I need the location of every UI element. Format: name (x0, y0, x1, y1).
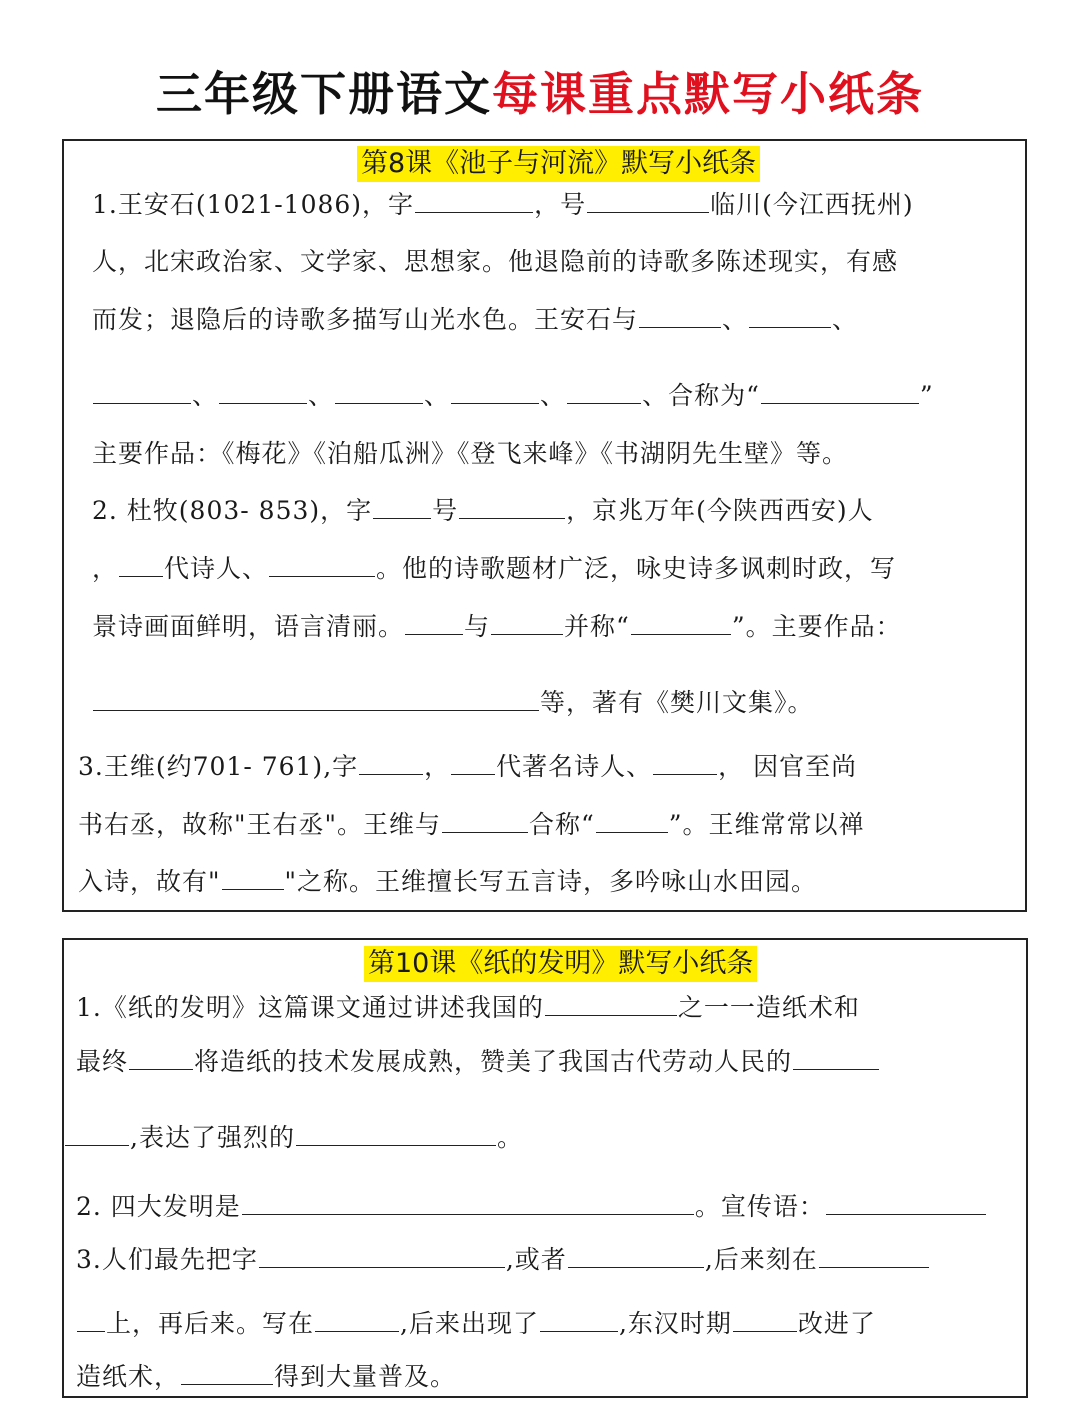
title-red-part: 每课重点默写小纸条 (492, 67, 924, 121)
l8-q1-line4: 、 、 、 、 、合称为“ ” (92, 379, 934, 413)
blank[interactable] (222, 865, 284, 890)
blank[interactable] (65, 1121, 129, 1146)
blank[interactable] (242, 1190, 694, 1215)
title-black-part: 三年级下册语文 (156, 67, 492, 121)
blank[interactable] (181, 1360, 273, 1385)
l10-q1-line2: 最终 将造纸的技术发展成熟，赞美了我国古代劳动人民的 (76, 1045, 880, 1079)
blank[interactable] (373, 494, 431, 519)
l10-q3-line1: 3.人们最先把字 ,或者 ,后来刻在 (76, 1243, 930, 1277)
blank[interactable] (335, 379, 423, 404)
l10-q3-line2: 上，再后来。写在 ,后来出现了 ,东汉时期 改进了 (76, 1307, 876, 1341)
l8-q1-line3: 而发；退隐后的诗歌多描写山光水色。王安石与 、 、 (92, 305, 859, 334)
l8-q3-line1: 3.王维(约701- 761),字 ， 代著名诗人、 ， 因官至尚 (78, 752, 858, 781)
blank[interactable] (405, 610, 463, 635)
blank[interactable] (77, 1307, 105, 1332)
l8-q2-line4: 等，著有《樊川文集》。 (92, 686, 814, 720)
blank[interactable] (567, 379, 641, 404)
blank[interactable] (442, 808, 528, 833)
blank[interactable] (269, 552, 375, 577)
blank[interactable] (491, 610, 563, 635)
l8-q1-line1: 1.王安石(1021-1086)，字 ，号 临川(今江西抚州) (92, 190, 914, 219)
blank[interactable] (631, 610, 731, 635)
blank[interactable] (540, 1307, 618, 1332)
blank[interactable] (219, 379, 307, 404)
blank[interactable] (639, 303, 721, 328)
blank[interactable] (761, 379, 919, 404)
blank[interactable] (545, 991, 677, 1016)
l8-q3-line3: 入诗，故有" "之称。王维擅长写五言诗，多吟咏山水田园。 (78, 867, 818, 896)
blank[interactable] (826, 1190, 986, 1215)
l10-q3-line3: 造纸术， 得到大量普及。 (76, 1362, 457, 1391)
blank[interactable] (451, 379, 539, 404)
l8-q3-line2: 书右丞，故称"王右丞"。王维与 合称“ ”。王维常常以禅 (78, 810, 865, 839)
l8-q1-line2: 人，北宋政治家、文学家、思想家。他退隐前的诗歌多陈述现实，有感 (92, 247, 899, 276)
blank[interactable] (459, 494, 565, 519)
blank[interactable] (359, 750, 423, 775)
blank[interactable] (119, 552, 163, 577)
blank[interactable] (93, 379, 191, 404)
blank[interactable] (315, 1307, 399, 1332)
blank[interactable] (653, 750, 717, 775)
l10-q1-line1: 1.《纸的发明》这篇课文通过讲述我国的 之一一造纸术和 (76, 993, 860, 1022)
blank[interactable] (819, 1243, 929, 1268)
l8-q2-line2: ， 代诗人、 。他的诗歌题材广泛，咏史诗多讽刺时政，写 (92, 554, 897, 583)
lesson10-heading: 第10课《纸的发明》默写小纸条 (364, 946, 757, 982)
l10-q2-line: 2. 四大发明是 。宣传语： (76, 1190, 987, 1224)
l10-q1-line3: ,表达了强烈的 。 (64, 1121, 523, 1155)
l8-q2-line3: 景诗画面鲜明，语言清丽。 与 并称“ ”。主要作品： (92, 612, 902, 641)
blank[interactable] (259, 1243, 505, 1268)
blank[interactable] (415, 188, 533, 213)
blank[interactable] (793, 1045, 879, 1070)
blank[interactable] (596, 808, 668, 833)
l8-q2-line1: 2. 杜牧(803- 853)，字 号 ，京兆万年(今陕西西安)人 (92, 496, 874, 525)
l8-q1-line5: 主要作品：《梅花》《泊船瓜洲》《登飞来峰》《书湖阴先生壁》等。 (92, 439, 849, 468)
blank[interactable] (93, 686, 539, 711)
blank[interactable] (587, 188, 709, 213)
page-title (0, 58, 1080, 124)
blank[interactable] (733, 1307, 797, 1332)
lesson8-heading: 第8课《池子与河流》默写小纸条 (357, 146, 760, 182)
blank[interactable] (296, 1121, 496, 1146)
blank[interactable] (451, 750, 495, 775)
blank[interactable] (129, 1045, 193, 1070)
blank[interactable] (568, 1243, 704, 1268)
blank[interactable] (749, 303, 831, 328)
